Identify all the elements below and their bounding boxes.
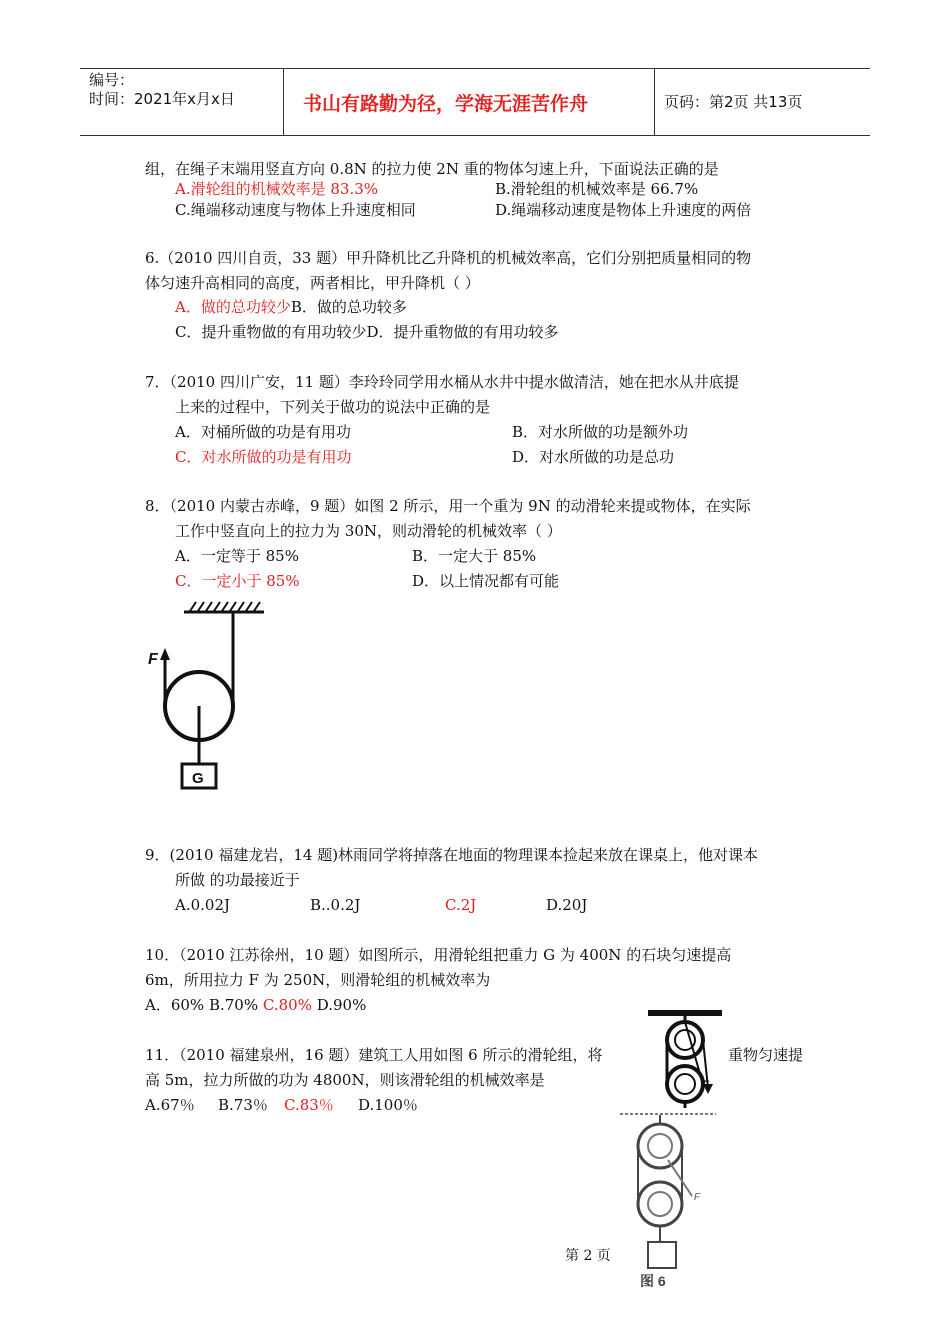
q11-option-c: C.83％	[284, 1096, 334, 1114]
q10-option-d: D.90%	[316, 996, 367, 1014]
q6-option-d: D．提升重物做的有用功较多	[366, 323, 559, 341]
q7-option-c: C．对水所做的功是有用功	[175, 448, 352, 466]
q11-option-b: B.73％	[218, 1096, 268, 1114]
q9-option-a: A.0.02J	[175, 896, 231, 914]
q5-option-d: D.绳端移动速度是物体上升速度的两倍	[495, 201, 752, 219]
header-motto: 书山有路勤为径，学海无涯苦作舟	[303, 93, 589, 115]
q11-line-1b: 重物匀速提	[728, 1046, 804, 1064]
q6-option-a: A．做的总功较少	[175, 298, 291, 316]
q9-line-1: 9．(2010 福建龙岩，14 题)林雨同学将掉落在地面的物理课本捡起来放在课桌上，他对课本	[145, 846, 759, 864]
q10-fig-force-label: F	[702, 1079, 709, 1091]
q10-option-c: C.80%	[262, 996, 312, 1014]
doc-time-label: 时间：2021年x月x日	[89, 90, 235, 108]
q6-option-b: B．做的总功较多	[290, 298, 407, 316]
q8-option-a: A．一定等于 85%	[175, 547, 299, 565]
q5-option-c: C.绳端移动速度与物体上升速度相同	[175, 201, 416, 219]
q11-option-d: D.100％	[358, 1096, 418, 1114]
q7-option-d: D．对水所做的功是总功	[512, 448, 675, 466]
fig6-caption: 图 6	[640, 1273, 666, 1289]
q8-option-c: C．一定小于 85%	[175, 572, 300, 590]
q10-line-2: 6m，所用拉力 F 为 250N，则滑轮组的机械效率为	[145, 971, 491, 989]
movable-pulley-figure	[140, 598, 270, 798]
q10-options	[145, 996, 366, 1014]
q7-option-b: B．对水所做的功是额外功	[512, 423, 689, 441]
q10-line-1: 10．（2010 江苏徐州，10 题）如图所示，用滑轮组把重力 G 为 400N 的石块匀速提高	[145, 946, 732, 964]
q7-option-a: A．对桶所做的功是有用功	[175, 423, 351, 441]
q10-option-b: B.70%	[208, 996, 259, 1014]
header-page-info: 页码：第2页 共13页	[664, 93, 803, 111]
q10-pulley-block-figure	[640, 1008, 732, 1110]
fig6-force-label: F	[694, 1192, 701, 1203]
q6-options-row-1	[175, 298, 407, 316]
q11-option-a: A.67％	[145, 1096, 195, 1114]
q8-option-d: D．以上情况都有可能	[412, 572, 560, 590]
q8-line-2: 工作中竖直向上的拉力为 30N，则动滑轮的机械效率（ ）	[175, 522, 562, 540]
fig2-weight-label: G	[192, 770, 204, 787]
q8-option-b: B．一定大于 85%	[412, 547, 537, 565]
q8-line-1: 8．（2010 内蒙古赤峰，9 题）如图 2 所示，用一个重为 9N 的动滑轮来提或物体，在实际	[145, 497, 751, 515]
header-bottom-rule	[80, 135, 870, 136]
q6-line-2: 体匀速升高相同的高度，两者相比，甲升降机（ ）	[145, 274, 480, 292]
q9-option-b: B..0.2J	[310, 896, 361, 914]
doc-number-label: 编号：	[89, 71, 135, 89]
figure-6-pulley-block	[618, 1110, 718, 1292]
q9-option-c: C.2J	[445, 896, 477, 914]
q9-option-d: D.20J	[546, 896, 588, 914]
header-divider-right	[654, 68, 655, 136]
q5-option-b: B.滑轮组的机械效率是 66.7%	[495, 180, 699, 198]
q6-options-row-2	[175, 323, 559, 341]
q5-option-a: A.滑轮组的机械效率是 83.3%	[175, 180, 379, 198]
q10-option-a: A．60%	[145, 996, 205, 1014]
q11-line-1a: 11．（2010 福建泉州，16 题）建筑工人用如图 6 所示的滑轮组，将	[145, 1046, 603, 1064]
q5-stem: 组，在绳子末端用竖直方向 0.8N 的拉力使 2N 重的物体匀速上升，下面说法正确的是	[145, 160, 719, 178]
fig2-force-label: F	[148, 651, 158, 668]
q9-line-2: 所做 的功最接近于	[175, 871, 300, 889]
q11-line-2: 高 5m，拉力所做的功为 4800N，则该滑轮组的机械效率是	[145, 1071, 545, 1089]
q6-option-c: C．提升重物做的有用功较少	[175, 323, 367, 341]
q7-line-1: 7．（2010 四川广安，11 题）李玲玲同学用水桶从水井中提水做清洁，她在把水从井底提	[145, 373, 739, 391]
q6-line-1: 6.（2010 四川自贡，33 题）甲升降机比乙升降机的机械效率高，它们分别把质量相同的物	[145, 249, 752, 267]
page-footer: 第 2 页	[565, 1248, 611, 1264]
header-divider-left	[283, 68, 284, 136]
q7-line-2: 上来的过程中，下列关于做功的说法中正确的是	[175, 398, 491, 416]
header-top-rule	[80, 68, 870, 69]
